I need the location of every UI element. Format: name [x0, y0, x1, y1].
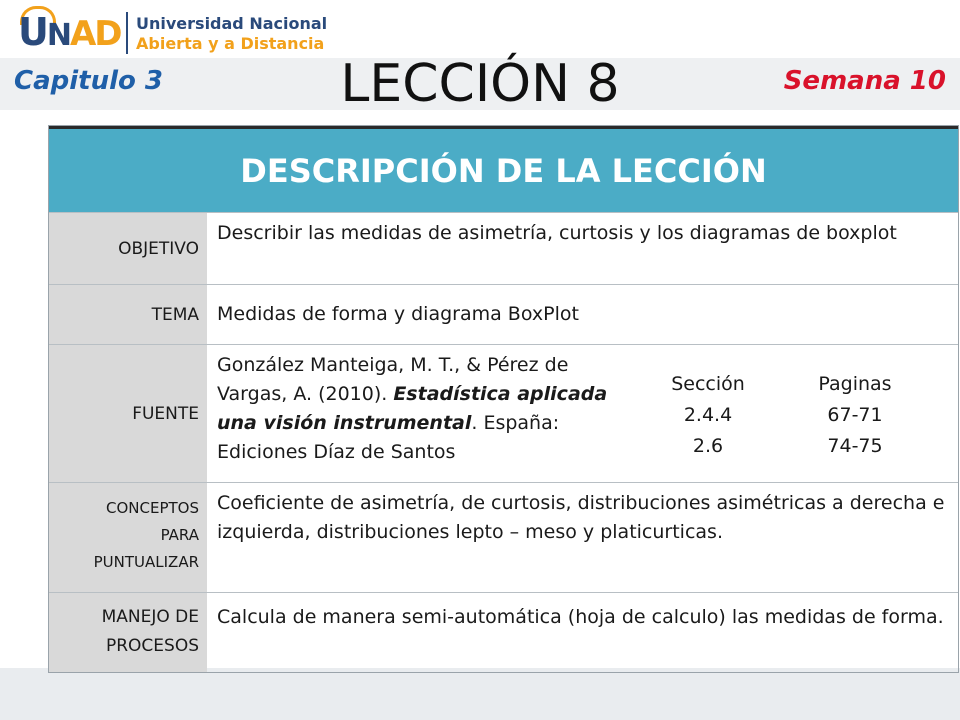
reference-text: González Manteiga, M. T., & Pérez de Vargas, A. (2010). Estadística aplicada una visión instrumental. España: Ediciones Díaz de Santos — [217, 354, 608, 463]
unad-logo — [8, 4, 328, 60]
book-title: Estadística aplicada una visión instrumental — [217, 383, 608, 434]
table-heading: DESCRIPCIÓN DE LA LECCIÓN — [49, 126, 958, 212]
page-title: LECCIÓN 8 — [340, 54, 620, 114]
row-value: Medidas de forma y diagrama BoxPlot — [217, 303, 579, 325]
table-row-conceptos — [49, 482, 958, 592]
university-name-line1: Universidad Nacional — [136, 14, 328, 33]
row-value: Describir las medidas de asimetría, curtosis y los diagramas de boxplot — [217, 222, 897, 244]
lesson-description-table — [48, 125, 959, 673]
chapter-label: Capitulo 3 — [14, 66, 164, 96]
week-label: Semana 10 — [783, 66, 946, 96]
table-row-tema — [49, 284, 958, 344]
logo-separator — [126, 12, 128, 54]
table-row-fuente — [49, 344, 958, 482]
logo-wordmark: UNAD — [18, 10, 121, 54]
row-label: CONCEPTOS PARA PUNTUALIZAR — [49, 483, 207, 592]
row-label: OBJETIVO — [49, 213, 207, 284]
section-value: 2.6 — [692, 435, 724, 457]
row-label: TEMA — [49, 285, 207, 344]
pages-value: 67-71 — [827, 404, 883, 426]
pages-header: Paginas — [818, 373, 892, 395]
pages-value: 74-75 — [827, 435, 883, 457]
university-name-line2: Abierta y a Distancia — [136, 34, 325, 53]
pages-column — [795, 369, 915, 462]
table-row-objetivo — [49, 212, 958, 284]
row-label: FUENTE — [49, 345, 207, 482]
row-value: Calcula de manera semi-automática (hoja de calculo) las medidas de forma. — [217, 606, 944, 628]
section-value: 2.4.4 — [683, 404, 733, 426]
table-row-manejo — [49, 592, 958, 672]
row-label: MANEJO DE PROCESOS — [49, 593, 207, 672]
section-header: Sección — [671, 373, 745, 395]
row-value: Coeficiente de asimetría, de curtosis, distribuciones asimétricas a derecha e izquierda, distribuciones lepto – meso y platicurticas. — [217, 492, 945, 543]
footer-band — [0, 668, 960, 720]
section-column — [645, 369, 771, 462]
